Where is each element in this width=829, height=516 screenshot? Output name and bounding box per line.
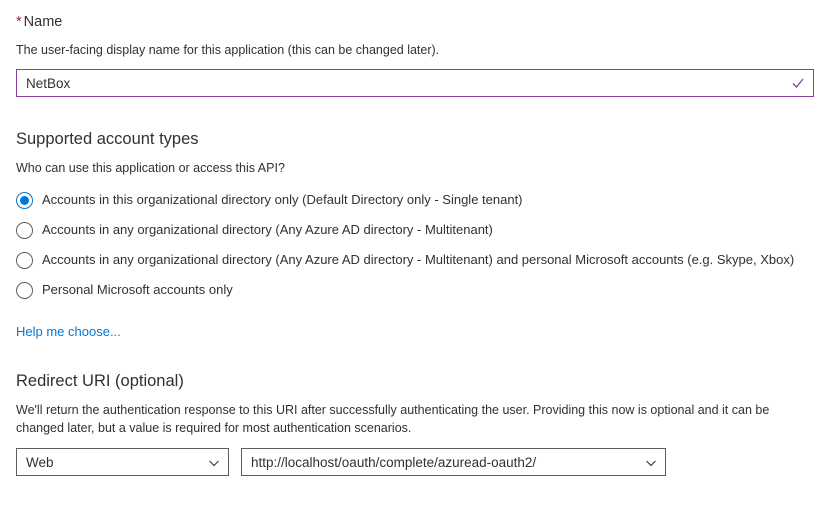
redirect-uri-row — [16, 448, 813, 476]
platform-select[interactable] — [16, 448, 229, 476]
account-types-radio-group — [16, 190, 813, 300]
radio-icon — [16, 282, 33, 299]
chevron-down-icon — [208, 456, 220, 468]
redirect-uri-input[interactable] — [242, 449, 665, 475]
redirect-uri-description: We'll return the authentication response to this URI after successfully authenticating the user. Providing this now is optional and it can be changed later, but a value is required for most authentication scenarios. — [16, 403, 770, 435]
supported-account-types-description: Who can use this application or access this API? — [16, 161, 285, 175]
radio-option-multitenant[interactable] — [16, 220, 813, 240]
required-marker: * — [16, 14, 22, 30]
name-input[interactable] — [17, 70, 813, 96]
radio-icon — [16, 192, 33, 209]
name-label-text: Name — [23, 14, 63, 30]
chevron-down-icon[interactable] — [645, 456, 657, 468]
radio-icon — [16, 222, 33, 239]
name-input-container[interactable] — [16, 69, 814, 97]
radio-label: Accounts in any organizational directory (Any Azure AD directory - Multitenant) — [42, 222, 493, 237]
radio-icon — [16, 252, 33, 269]
radio-option-personal-only[interactable] — [16, 280, 813, 300]
name-description: The user-facing display name for this application (this can be changed later). — [16, 43, 440, 57]
radio-option-multitenant-personal[interactable] — [16, 250, 813, 270]
radio-label: Accounts in this organizational directory only (Default Directory only - Single tenant) — [42, 192, 523, 207]
radio-label: Accounts in any organizational directory (Any Azure AD directory - Multitenant) and personal Microsoft accounts (e.g. Skype, Xbox) — [42, 252, 795, 267]
radio-label: Personal Microsoft accounts only — [42, 282, 233, 297]
supported-account-types-title: Supported account types — [16, 130, 199, 148]
radio-option-single-tenant[interactable] — [16, 190, 813, 210]
redirect-uri-title: Redirect URI (optional) — [16, 372, 184, 390]
help-me-choose-link[interactable]: Help me choose... — [16, 324, 121, 339]
name-field-label — [16, 12, 813, 32]
redirect-uri-input-container[interactable] — [241, 448, 666, 476]
platform-select-value: Web — [26, 454, 54, 470]
